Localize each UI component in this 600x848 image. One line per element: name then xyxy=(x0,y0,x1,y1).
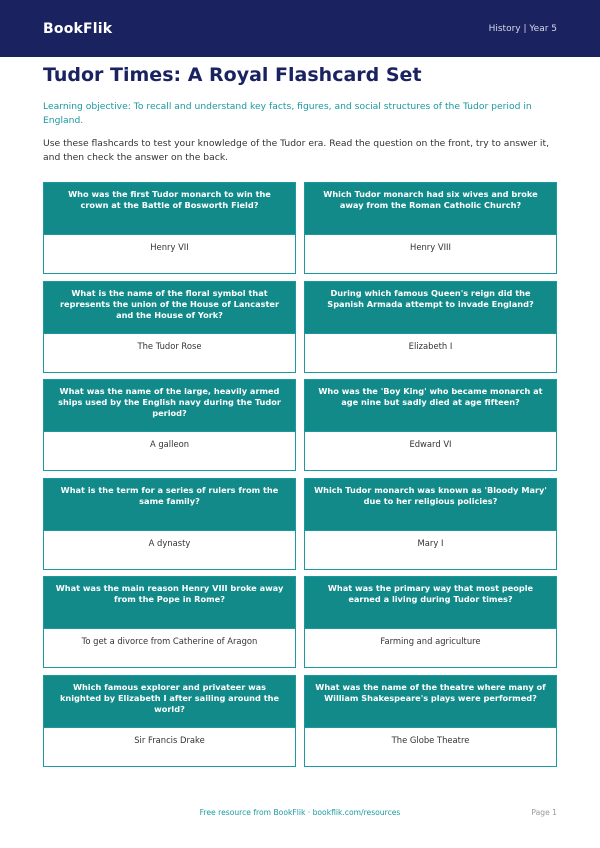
flashcard-question: What was the main reason Henry VIII broke away from the Pope in Rome? xyxy=(44,577,295,628)
page-number: Page 1 xyxy=(531,808,557,817)
flashcard-question: Who was the first Tudor monarch to win the crown at the Battle of Bosworth Field? xyxy=(44,183,295,234)
flashcard xyxy=(304,576,557,668)
flashcard-answer: A dynasty xyxy=(44,530,295,570)
flashcard xyxy=(304,281,557,373)
flashcard-answer: Sir Francis Drake xyxy=(44,727,295,767)
flashcard xyxy=(304,675,557,767)
flashcard-question: Which famous explorer and privateer was knighted by Elizabeth I after sailing around the world? xyxy=(44,676,295,727)
brand-logo[interactable]: BookFlik xyxy=(43,20,113,37)
intro-text: Use these flashcards to test your knowledge of the Tudor era. Read the question on the front, try to answer it, and then check the answer on the back. xyxy=(43,138,549,163)
flashcard-answer: The Globe Theatre xyxy=(305,727,556,767)
flashcard-answer: Farming and agriculture xyxy=(305,628,556,668)
footer-credit[interactable]: Free resource from BookFlik · bookflik.com/resources xyxy=(199,808,401,817)
flashcard-answer: Henry VIII xyxy=(305,234,556,274)
header-bar xyxy=(0,0,600,57)
breadcrumb: History | Year 5 xyxy=(488,23,557,34)
flashcard xyxy=(43,478,296,570)
flashcard-question: Who was the 'Boy King' who became monarch at age nine but sadly died at age fifteen? xyxy=(305,380,556,431)
flashcard-answer: To get a divorce from Catherine of Aragon xyxy=(44,628,295,668)
flashcard-answer: A galleon xyxy=(44,431,295,471)
learning-objective: Learning objective: To recall and understand key facts, figures, and social structures of the Tudor period in England. xyxy=(43,101,532,126)
flashcard-question: What was the name of the large, heavily armed ships used by the English navy during the Tudor period? xyxy=(44,380,295,431)
flashcard xyxy=(304,379,557,471)
page-title: Tudor Times: A Royal Flashcard Set xyxy=(43,64,422,86)
flashcard xyxy=(304,478,557,570)
flashcard-question: During which famous Queen's reign did the Spanish Armada attempt to invade England? xyxy=(305,282,556,333)
flashcard-answer: The Tudor Rose xyxy=(44,333,295,373)
flashcard xyxy=(43,576,296,668)
flashcard-question: What is the name of the floral symbol that represents the union of the House of Lancaster and the House of York? xyxy=(44,282,295,333)
flashcard xyxy=(43,379,296,471)
flashcard-answer: Edward VI xyxy=(305,431,556,471)
flashcard-question: What was the name of the theatre where many of William Shakespeare's plays were performed? xyxy=(305,676,556,727)
flashcard-question: What is the term for a series of rulers from the same family? xyxy=(44,479,295,530)
flashcard-question: Which Tudor monarch was known as 'Bloody Mary' due to her religious policies? xyxy=(305,479,556,530)
flashcard xyxy=(43,281,296,373)
flashcard-answer: Henry VII xyxy=(44,234,295,274)
flashcard-answer: Mary I xyxy=(305,530,556,570)
flashcard-question: Which Tudor monarch had six wives and broke away from the Roman Catholic Church? xyxy=(305,183,556,234)
flashcard-answer: Elizabeth I xyxy=(305,333,556,373)
flashcard xyxy=(43,182,296,274)
flashcard xyxy=(43,675,296,767)
flashcard-question: What was the primary way that most people earned a living during Tudor times? xyxy=(305,577,556,628)
flashcard xyxy=(304,182,557,274)
